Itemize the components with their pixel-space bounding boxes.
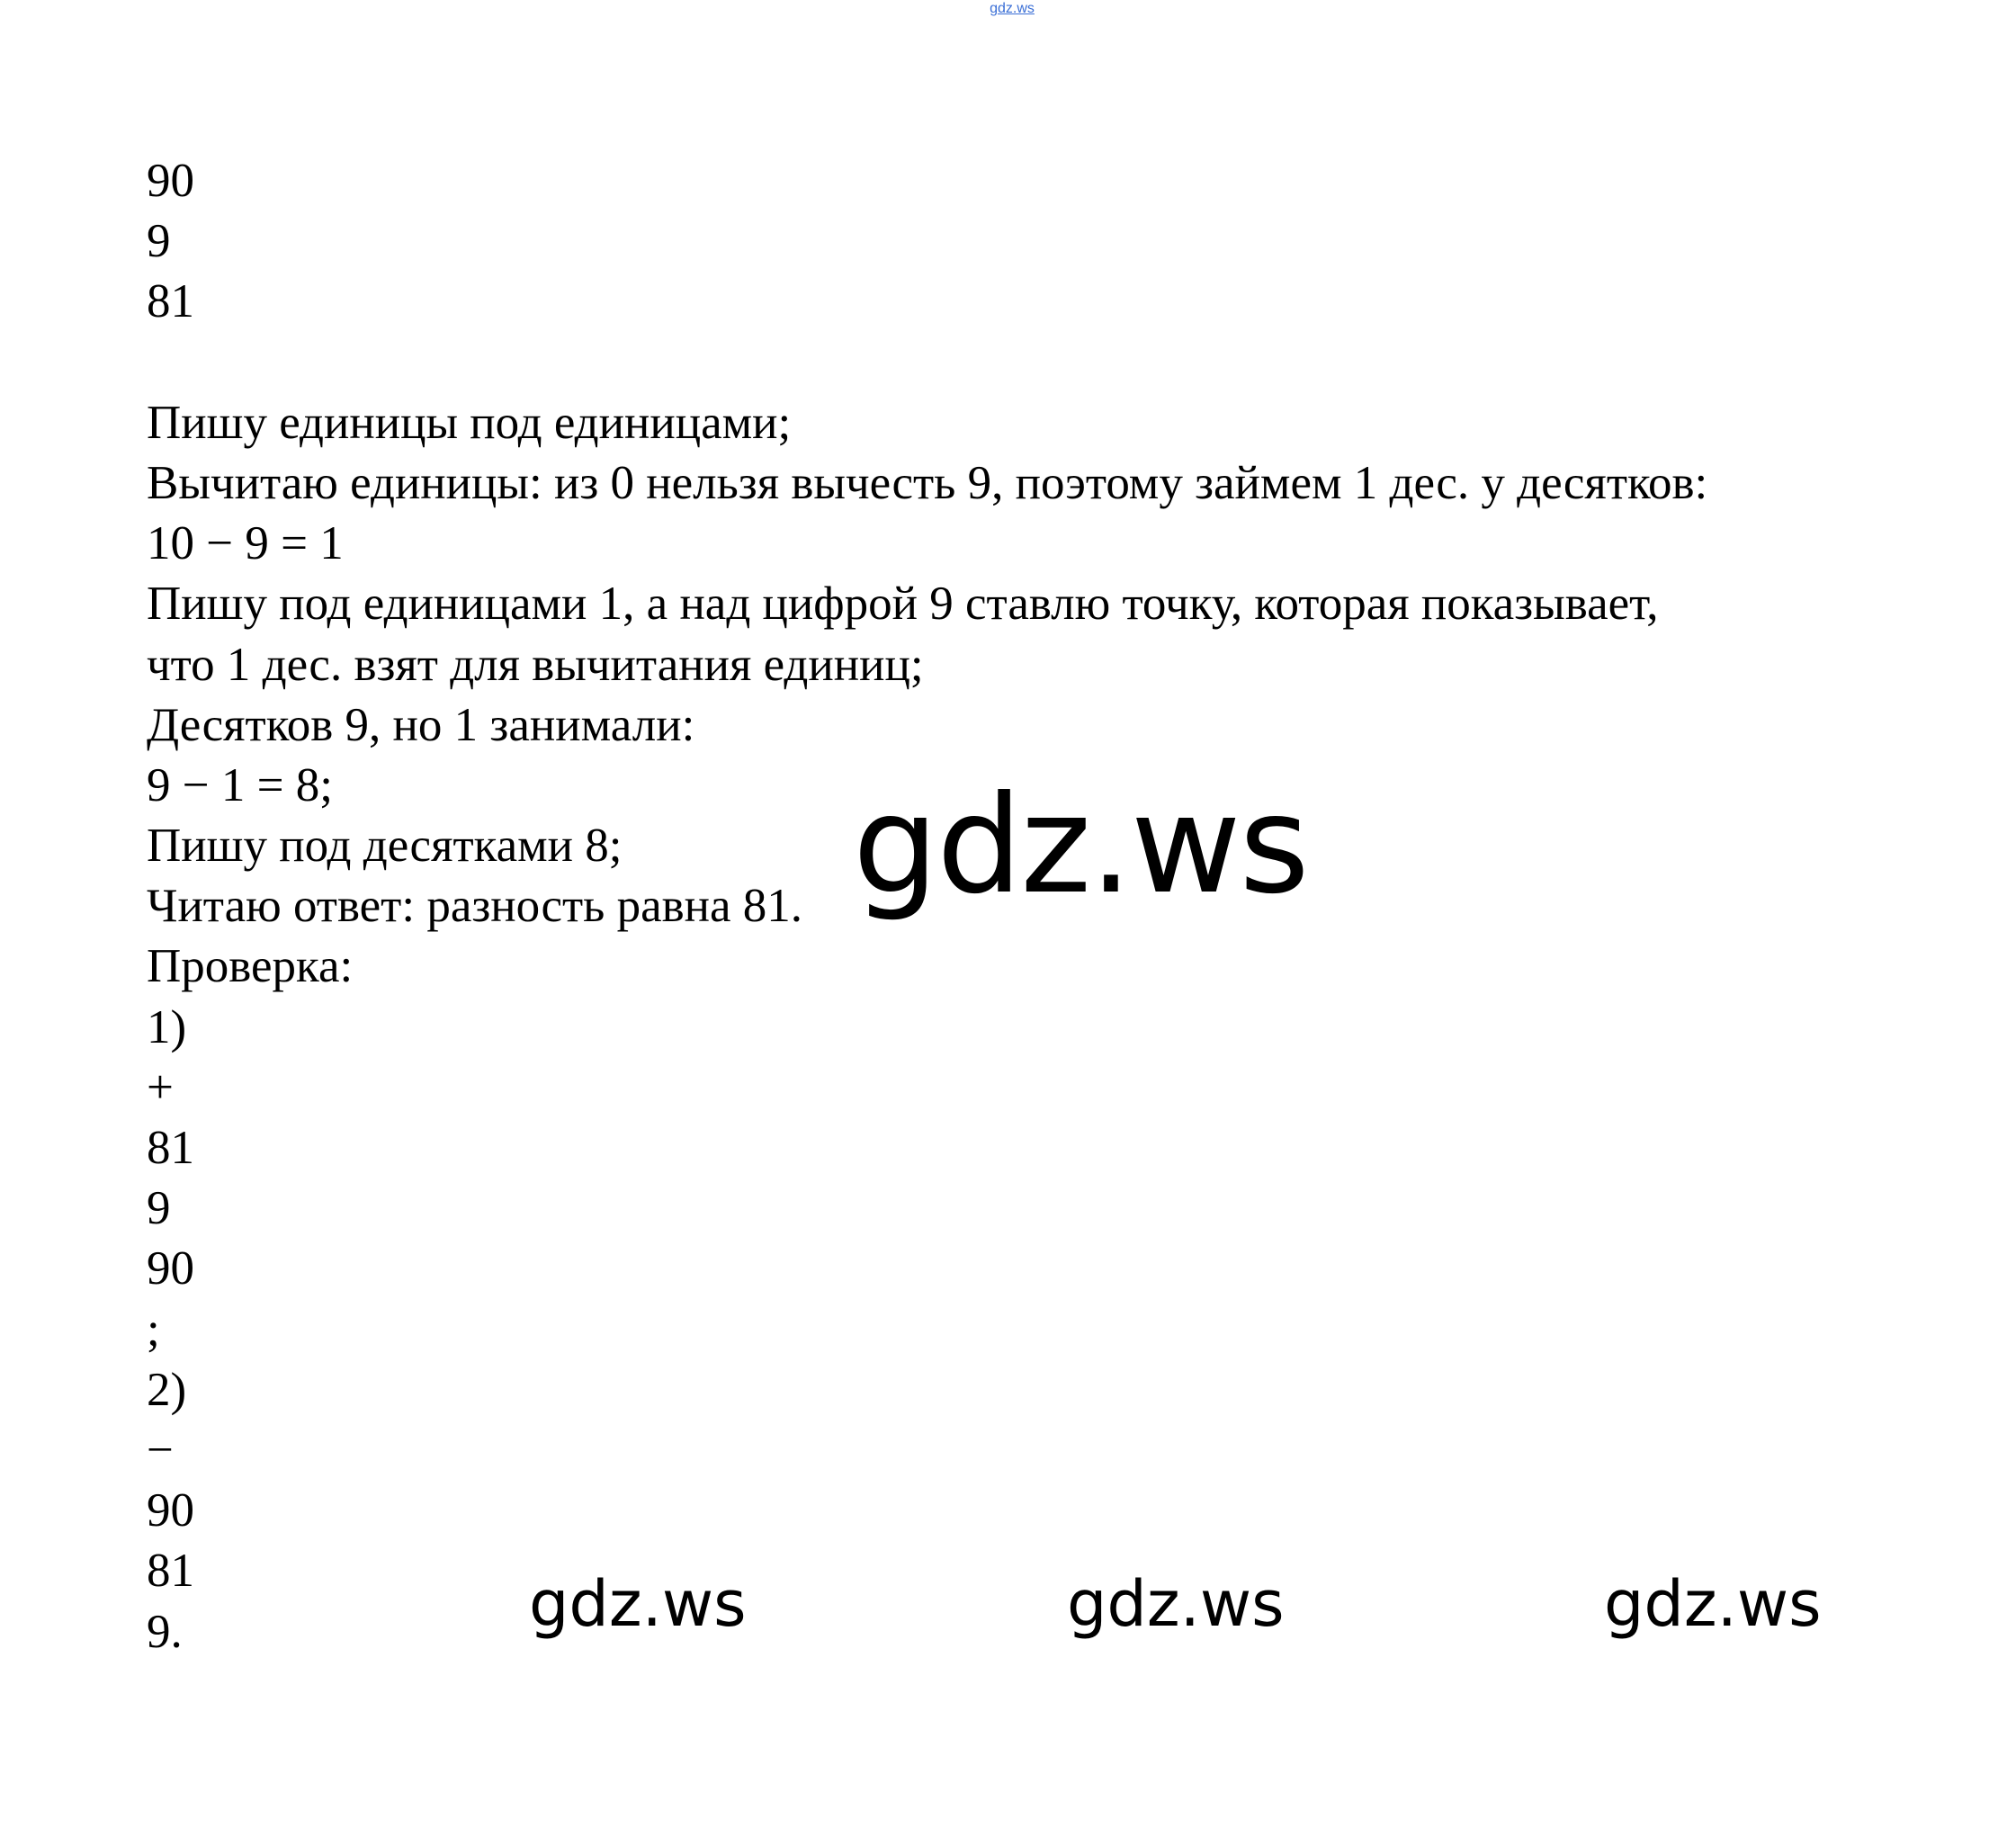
text-line: 81 — [147, 275, 194, 328]
text-line: 81 — [147, 1122, 194, 1174]
text-line: 90 — [147, 1242, 194, 1295]
text-line: + — [147, 1061, 174, 1114]
text-line: 10 − 9 = 1 — [147, 517, 344, 570]
text-line: ; — [147, 1303, 160, 1356]
text-line: Десятков 9, но 1 занимали: — [147, 698, 695, 751]
text-line: 1) — [147, 1000, 187, 1053]
top-watermark-link[interactable]: gdz.ws — [990, 1, 1035, 16]
text-line: − — [147, 1423, 174, 1476]
text-line: 9 — [147, 1182, 171, 1235]
watermark-large: gdz.ws — [853, 767, 1308, 924]
blank-line — [147, 333, 1946, 393]
text-line: Проверка: — [147, 940, 354, 993]
text-line: 9 — [147, 215, 171, 268]
text-line: 90 — [147, 155, 194, 207]
watermark-bottom-right: gdz.ws — [1604, 1567, 1822, 1641]
text-line: Вычитаю единицы: из 0 нельзя вычесть 9, поэтому займем 1 дес. у десятков: — [147, 456, 1708, 509]
text-line: Пишу под десятками 8; — [147, 820, 623, 873]
text-line: Пишу единицы под единицами; — [147, 396, 792, 449]
text-line: что 1 дес. взят для вычитания единиц; — [147, 638, 924, 691]
text-line: 90 — [147, 1484, 194, 1537]
text-line: Пишу под единицами 1, а над цифрой 9 ставлю точку, которая показывает, — [147, 578, 1659, 631]
watermark-bottom-center: gdz.ws — [1067, 1567, 1285, 1641]
watermark-bottom-left: gdz.ws — [529, 1567, 747, 1641]
text-line: 9 − 1 = 8; — [147, 758, 334, 811]
text-line: 9. — [147, 1605, 183, 1658]
text-line: Читаю ответ: разность равна 81. — [147, 880, 803, 933]
text-line: 2) — [147, 1363, 187, 1416]
text-line: 81 — [147, 1545, 194, 1598]
